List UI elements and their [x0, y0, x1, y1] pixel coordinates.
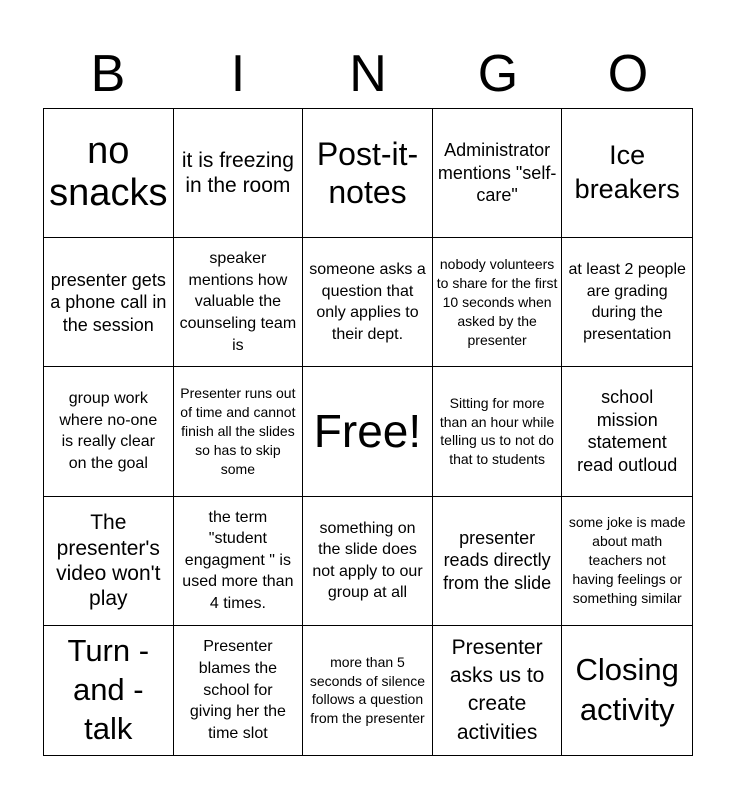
cell-text: The presenter's video won't play: [56, 511, 161, 610]
bingo-cell-r1-c1[interactable]: [44, 109, 174, 238]
bingo-cell-r2-c2[interactable]: [174, 238, 304, 367]
bingo-cell-r1-c3[interactable]: [303, 109, 433, 238]
bingo-cell-r5-c2[interactable]: [174, 626, 304, 755]
cell-text: Closing activity: [575, 652, 679, 728]
cell-text: it is freezing in the room: [181, 148, 294, 198]
cell-text: Sitting for more than an hour while telling us to not do that to students: [439, 394, 555, 468]
bingo-cell-r3-c1[interactable]: [44, 367, 174, 496]
bingo-header: [43, 40, 693, 108]
bingo-cell-r2-c1[interactable]: [44, 238, 174, 367]
cell-text: Presenter runs out of time and cannot finish all the slides so has to skip some: [180, 385, 296, 477]
bingo-cell-r4-c1[interactable]: [44, 497, 174, 626]
bingo-cell-r5-c1[interactable]: [44, 626, 174, 755]
cell-text: more than 5 seconds of silence follows a question from the presenter: [309, 653, 426, 727]
cell-text: Presenter blames the school for giving her the time slot: [189, 638, 286, 742]
cell-text: nobody volunteers to share for the first 10 seconds when asked by the presenter: [436, 256, 558, 348]
cell-text: Presenter asks us to create activities: [449, 635, 545, 744]
header-letter-b: B: [90, 45, 126, 103]
cell-text: group work where no-one is really clear on the goal: [59, 390, 158, 473]
header-letter-o: O: [607, 45, 649, 103]
cell-text: someone asks a question that only applies to their dept.: [309, 261, 426, 343]
cell-text: something on the slide does not apply to our group at all: [312, 519, 423, 602]
bingo-cell-r4-c4[interactable]: [433, 497, 563, 626]
cell-text: the term "student engagment " is used more than 4 times.: [182, 508, 294, 613]
header-letter-i: I: [230, 45, 246, 103]
bingo-cell-r2-c4[interactable]: [433, 238, 563, 367]
free-space-label: Free!: [313, 405, 422, 458]
header-letter-n: N: [349, 45, 387, 103]
bingo-cell-r3-c5[interactable]: [562, 367, 692, 496]
bingo-cell-r5-c5[interactable]: [562, 626, 692, 755]
cell-text: Turn - and - talk: [67, 633, 150, 746]
cell-text: some joke is made about math teachers not having feelings or something similar: [568, 514, 686, 607]
cell-text: speaker mentions how valuable the counseling team is: [179, 250, 297, 354]
bingo-cell-r4-c5[interactable]: [562, 497, 692, 626]
bingo-cell-r2-c5[interactable]: [562, 238, 692, 367]
header-letter-g: G: [477, 45, 519, 103]
bingo-cell-r5-c3[interactable]: [303, 626, 433, 755]
cell-text: no snacks: [49, 130, 168, 215]
cell-text: presenter reads directly from the slide: [443, 527, 552, 593]
cell-text: school mission statement read outloud: [577, 387, 678, 475]
cell-text: presenter gets a phone call in the session: [50, 269, 167, 335]
bingo-cell-r4-c2[interactable]: [174, 497, 304, 626]
cell-text: Post-it-notes: [316, 135, 419, 211]
bingo-cell-r1-c4[interactable]: [433, 109, 563, 238]
cell-text: at least 2 people are grading during the presentation: [568, 261, 686, 343]
bingo-cell-r4-c3[interactable]: [303, 497, 433, 626]
bingo-cell-free[interactable]: [303, 367, 433, 496]
bingo-cell-r1-c2[interactable]: [174, 109, 304, 238]
bingo-cell-r3-c2[interactable]: [174, 367, 304, 496]
bingo-cell-r2-c3[interactable]: [303, 238, 433, 367]
bingo-cell-r3-c4[interactable]: [433, 367, 563, 496]
bingo-board: [43, 108, 693, 756]
bingo-cell-r5-c4[interactable]: [433, 626, 563, 755]
cell-text: Administrator mentions "self-care": [437, 140, 557, 206]
cell-text: Ice breakers: [574, 140, 680, 205]
bingo-cell-r1-c5[interactable]: [562, 109, 692, 238]
